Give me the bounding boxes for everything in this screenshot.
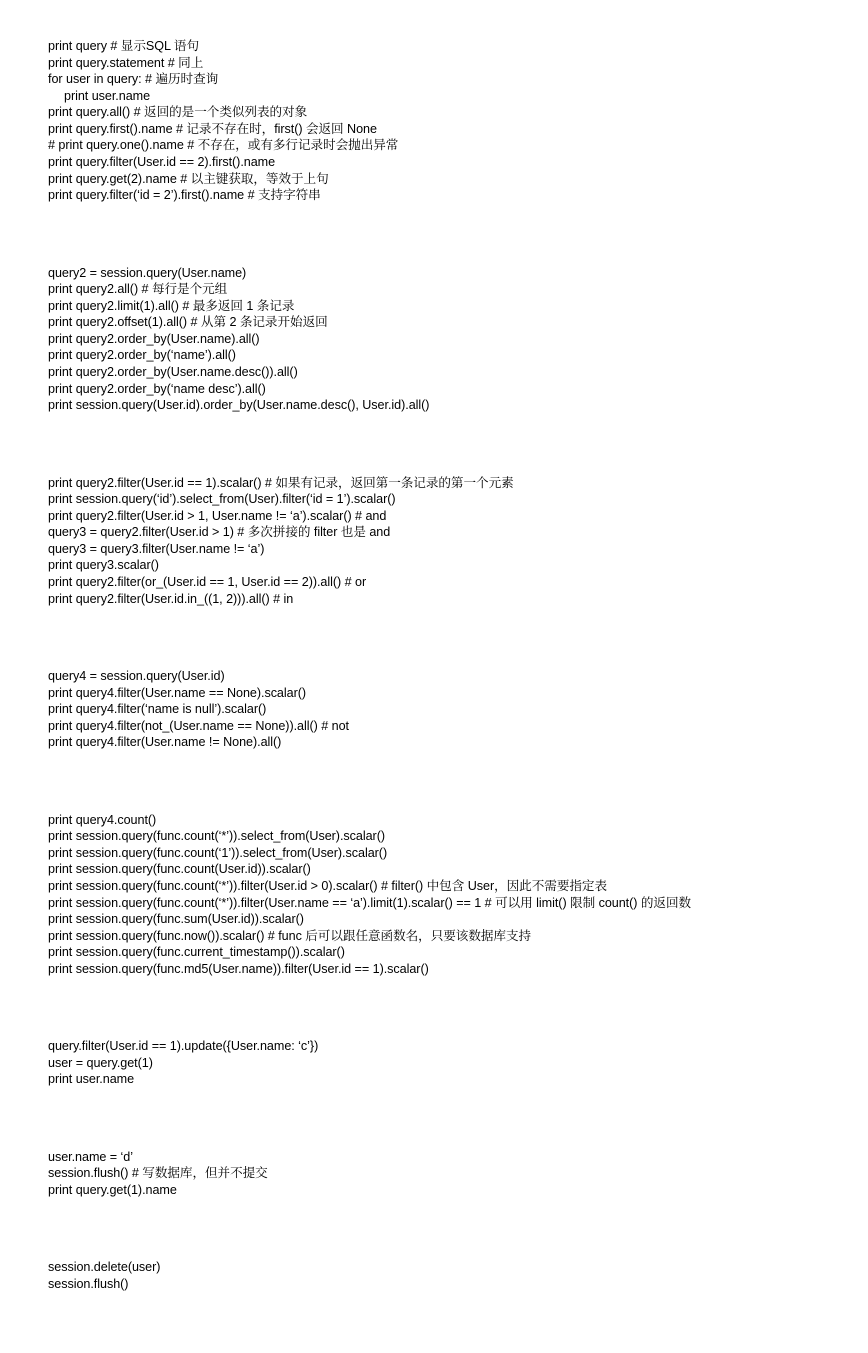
code-block: [48, 1259, 858, 1292]
code-line: print query2.filter(User.id == 1).scalar() # 如果有记录，返回第一条记录的第一个元素: [48, 475, 514, 490]
code-line: # print query.one().name # 不存在，或有多行记录时会抛出异常: [48, 138, 399, 153]
code-line: print query2.filter(User.id > 1, User.name != ‘a’).scalar() # and: [48, 508, 387, 523]
code-line: print query2.offset(1).all() # 从第 2 条记录开始返回: [48, 315, 328, 330]
code-block: [48, 812, 858, 978]
code-line: print query2.order_by(User.name.desc()).all(): [48, 365, 298, 380]
code-block: [48, 1149, 858, 1199]
code-line: print query # 显示SQL 语句: [48, 39, 200, 53]
code-block: [48, 668, 858, 751]
code-line: print query2.filter(or_(User.id == 1, User.id == 2)).all() # or: [48, 575, 367, 590]
code-line: print user.name: [64, 88, 151, 103]
code-line: print session.query(func.sum(User.id)).scalar(): [48, 912, 304, 927]
code-line: print user.name: [48, 1072, 135, 1087]
code-line: print query.get(1).name: [48, 1182, 177, 1197]
code-line: print query2.filter(User.id.in_((1, 2))).all() # in: [48, 591, 294, 606]
code-line: query3 = query2.filter(User.id > 1) # 多次拼接的 filter 也是 and: [48, 525, 391, 540]
code-line: print session.query(func.count(‘*’)).filter(User.name == ‘a’).limit(1).scalar() == 1 # 可以用 limit() 限制 count() 的返回数: [48, 895, 692, 910]
code-line: print query.statement # 同上: [48, 55, 204, 70]
code-block: [48, 475, 858, 608]
code-line: print query.get(2).name # 以主键获取，等效于上句: [48, 171, 329, 186]
code-line: print query2.all() # 每行是个元组: [48, 282, 228, 297]
code-line: user = query.get(1): [48, 1055, 153, 1070]
code-line: print query.first().name # 记录不存在时，first() 会返回 None: [48, 121, 377, 136]
code-line: print session.query(func.count(‘*’)).filter(User.id > 0).scalar() # filter() 中包含 User，因此不需要指定表: [48, 879, 607, 893]
code-block: [48, 1038, 858, 1088]
code-line: print query.filter(‘id = 2’).first().name # 支持字符串: [48, 188, 321, 203]
code-line: print query.filter(User.id == 2).first().name: [48, 155, 276, 170]
code-content: [48, 38, 858, 1353]
code-line: print query4.filter(User.name == None).scalar(): [48, 685, 307, 700]
code-line: print session.query(func.count(‘1’)).select_from(User).scalar(): [48, 845, 388, 860]
code-block: [48, 38, 858, 204]
code-line: session.delete(user): [48, 1260, 161, 1275]
code-line: print session.query(‘id’).select_from(User).filter(‘id = 1’).scalar(): [48, 492, 396, 507]
code-line: print query2.limit(1).all() # 最多返回 1 条记录: [48, 298, 295, 313]
code-line: session.flush(): [48, 1276, 129, 1291]
code-line: print session.query(func.count(User.id)).scalar(): [48, 862, 311, 877]
code-line: print query2.order_by(‘name’).all(): [48, 348, 236, 363]
code-line: print session.query(User.id).order_by(User.name.desc(), User.id).all(): [48, 398, 430, 413]
code-line: print session.query(func.now()).scalar() # func 后可以跟任意函数名，只要该数据库支持: [48, 928, 532, 943]
code-line: query2 = session.query(User.name): [48, 265, 247, 280]
code-line: print query2.order_by(‘name desc’).all(): [48, 381, 266, 396]
code-line: print query4.count(): [48, 812, 157, 827]
code-line: print query4.filter(not_(User.name == None)).all() # not: [48, 718, 349, 733]
code-line: user.name = ‘d’: [48, 1149, 134, 1164]
code-line: query.filter(User.id == 1).update({User.name: ‘c’}): [48, 1039, 319, 1054]
code-line: session.flush() # 写数据库，但并不提交: [48, 1166, 268, 1181]
code-line: print query3.scalar(): [48, 558, 159, 573]
code-line: for user in query: # 遍历时查询: [48, 72, 219, 87]
code-line: query3 = query3.filter(User.name != ‘a’): [48, 541, 265, 556]
code-line: print query4.filter(‘name is null’).scalar(): [48, 702, 267, 717]
code-line: query4 = session.query(User.id): [48, 669, 225, 683]
code-block: [48, 265, 858, 414]
code-line: print query4.filter(User.name != None).all(): [48, 735, 282, 750]
code-line: print query2.order_by(User.name).all(): [48, 331, 260, 346]
code-line: print session.query(func.current_timestamp()).scalar(): [48, 945, 345, 960]
code-line: print session.query(func.count(‘*’)).select_from(User).scalar(): [48, 829, 385, 844]
code-line: print query.all() # 返回的是一个类似列表的对象: [48, 105, 308, 120]
code-line: print session.query(func.md5(User.name)).filter(User.id == 1).scalar(): [48, 961, 429, 976]
